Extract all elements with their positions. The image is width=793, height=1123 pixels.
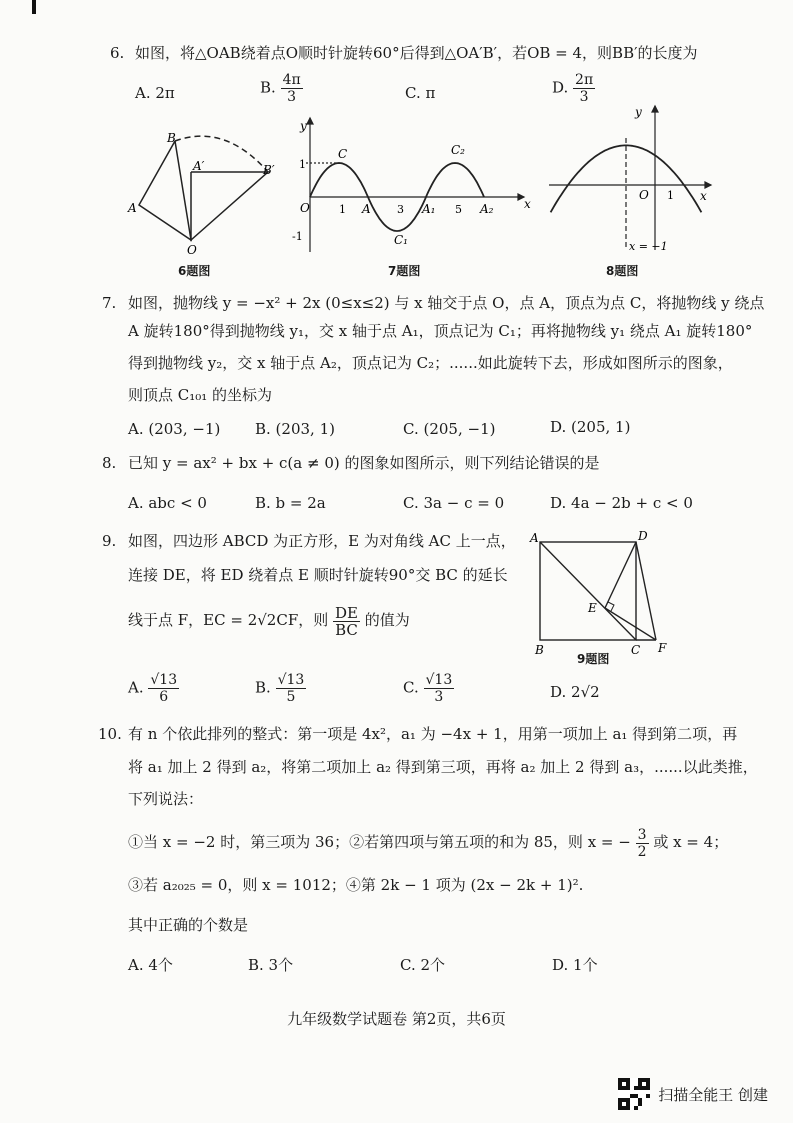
question-number: 6. <box>110 44 125 62</box>
question-6 <box>110 42 755 64</box>
question-7-line4: 则顶点 C₁₀₁ 的坐标为 <box>128 386 273 404</box>
fraction: $\frac{√13}{5}$ <box>277 672 305 705</box>
qr-code-icon <box>618 1078 650 1110</box>
svg-text:D: D <box>638 529 648 543</box>
option-c: C. π <box>405 84 436 102</box>
svg-text:E: E <box>588 601 597 615</box>
question-7-line3: 得到抛物线 y₂，交 x 轴于点 A₂，顶点记为 C₂；......如此旋转下去，形成如图所示的图象， <box>128 354 733 372</box>
option-d: D. 2√2 <box>550 683 600 701</box>
figure-7 <box>282 112 532 260</box>
svg-text:x = −1: x = −1 <box>629 240 668 253</box>
question-9-line3: 线于点 F，EC = 2√2CF，则 $\frac{DE}{BC}$ 的值为 <box>128 603 410 639</box>
svg-text:x: x <box>700 189 707 203</box>
option-d: D. $\frac{2\pi}{3}$ <box>552 72 594 105</box>
svg-text:3: 3 <box>397 203 404 216</box>
svg-text:O: O <box>639 188 649 202</box>
svg-text:C₁: C₁ <box>394 233 408 247</box>
option-a: A. $\frac{√13}{6}$ <box>128 672 178 705</box>
figure-9 <box>525 528 685 658</box>
option-c: C. (205, −1) <box>403 420 496 438</box>
fraction: $\frac{DE}{BC}$ <box>335 603 359 639</box>
svg-text:5: 5 <box>455 203 462 216</box>
svg-text:1: 1 <box>667 189 674 202</box>
option-d: D. (205, 1) <box>550 418 631 436</box>
svg-text:O: O <box>300 201 310 215</box>
option-b: B. $\frac{√13}{5}$ <box>255 672 305 705</box>
question-10-line5: ③若 a₂₀₂₅ = 0，则 x = 1012；④第 2k − 1 项为 (2x − 2k + 1)². <box>128 876 584 894</box>
fraction: $\frac{√13}{6}$ <box>150 672 178 705</box>
question-10-line2: 将 a₁ 加上 2 得到 a₂，将第二项加上 a₂ 得到第三项，再将 a₂ 加上 2 得到 a₃，......以此类推， <box>128 758 758 776</box>
fraction: $\frac{4\pi}{3}$ <box>282 72 301 105</box>
svg-text:y: y <box>300 119 307 133</box>
label-A: A <box>128 201 137 215</box>
option-b: B. $\frac{4\pi}{3}$ <box>260 72 301 105</box>
option-a: A. abc < 0 <box>128 494 207 512</box>
page-footer: 九年级数学试题卷 第2页，共6页 <box>287 1010 506 1028</box>
option-c: C. 3a − c = 0 <box>403 494 505 512</box>
figure-9-caption: 9题图 <box>577 652 610 666</box>
option-b: B. 3个 <box>248 956 294 974</box>
svg-text:-1: -1 <box>292 230 303 243</box>
option-a: A. 2π <box>135 84 175 102</box>
edge-mark <box>32 0 36 14</box>
question-10-line4: ①当 x = −2 时，第三项为 36；②若第四项与第五项的和为 85，则 x = − $\frac{3}{2}$ 或 x = 4； <box>128 826 729 860</box>
question-text: 如图，将△OAB绕着点O顺时针旋转60°后得到△OA′B′，若OB = 4，则BB′的长度为 <box>135 44 698 62</box>
label-A-prime: A′ <box>193 159 205 173</box>
option-b: B. b = 2a <box>255 494 326 512</box>
svg-text:y: y <box>635 105 642 119</box>
svg-text:B: B <box>535 643 544 657</box>
watermark-text: 扫描全能王 创建 <box>658 1085 768 1104</box>
label-O: O <box>187 243 197 257</box>
fraction: $\frac{√13}{3}$ <box>425 672 453 705</box>
figure-8-caption: 8题图 <box>606 264 639 278</box>
question-9: 9. 如图，四边形 ABCD 为正方形，E 为对角线 AC 上一点， <box>102 532 516 550</box>
option-c: C. 2个 <box>400 956 446 974</box>
figure-6 <box>125 128 295 268</box>
svg-text:C₂: C₂ <box>451 143 465 157</box>
question-7-line2: A 旋转180°得到抛物线 y₁，交 x 轴于点 A₁，顶点记为 C₁；再将抛物线 y₁ 绕点 A₁ 旋转180° <box>128 322 753 340</box>
option-a: A. 4个 <box>128 956 173 974</box>
scanner-watermark <box>618 1078 768 1110</box>
fraction: $\frac{2\pi}{3}$ <box>575 72 594 105</box>
figure-8 <box>545 100 720 260</box>
svg-text:A₁: A₁ <box>422 202 436 216</box>
svg-text:C: C <box>338 147 348 161</box>
label-B-prime: B′ <box>263 163 275 177</box>
question-8: 8. 已知 y = ax² + bx + c(a ≠ 0) 的图象如图所示，则下列结论错误的是 <box>102 454 600 472</box>
label-B: B <box>167 131 176 145</box>
option-d: D. 1个 <box>552 956 598 974</box>
svg-text:C: C <box>631 643 641 657</box>
fraction: $\frac{3}{2}$ <box>637 826 647 860</box>
question-10-line3: 下列说法： <box>128 790 204 808</box>
question-10-line6: 其中正确的个数是 <box>128 916 249 934</box>
figure-6-caption: 6题图 <box>178 264 211 278</box>
option-d: D. 4a − 2b + c < 0 <box>550 494 693 512</box>
option-b: B. (203, 1) <box>255 420 335 438</box>
svg-text:F: F <box>658 641 667 655</box>
svg-text:A: A <box>530 531 539 545</box>
figure-7-caption: 7题图 <box>388 264 421 278</box>
option-c: C. $\frac{√13}{3}$ <box>403 672 453 705</box>
question-9-line2: 连接 DE，将 ED 绕着点 E 顺时针旋转90°交 BC 的延长 <box>128 566 508 584</box>
option-a: A. (203, −1) <box>128 420 221 438</box>
svg-text:A₂: A₂ <box>480 202 494 216</box>
svg-text:x: x <box>524 197 531 211</box>
svg-text:A: A <box>362 202 371 216</box>
svg-text:1: 1 <box>339 203 346 216</box>
svg-text:1: 1 <box>299 158 306 171</box>
question-10: 10. 有 n 个依此排列的整式：第一项是 4x²，a₁ 为 −4x + 1，用第一项加上 a₁ 得到第二项，再 <box>98 725 738 743</box>
question-7: 7. 如图，抛物线 y = −x² + 2x (0≤x≤2) 与 x 轴交于点 O，点 A，顶点为点 C，将抛物线 y 绕点 <box>102 294 765 312</box>
